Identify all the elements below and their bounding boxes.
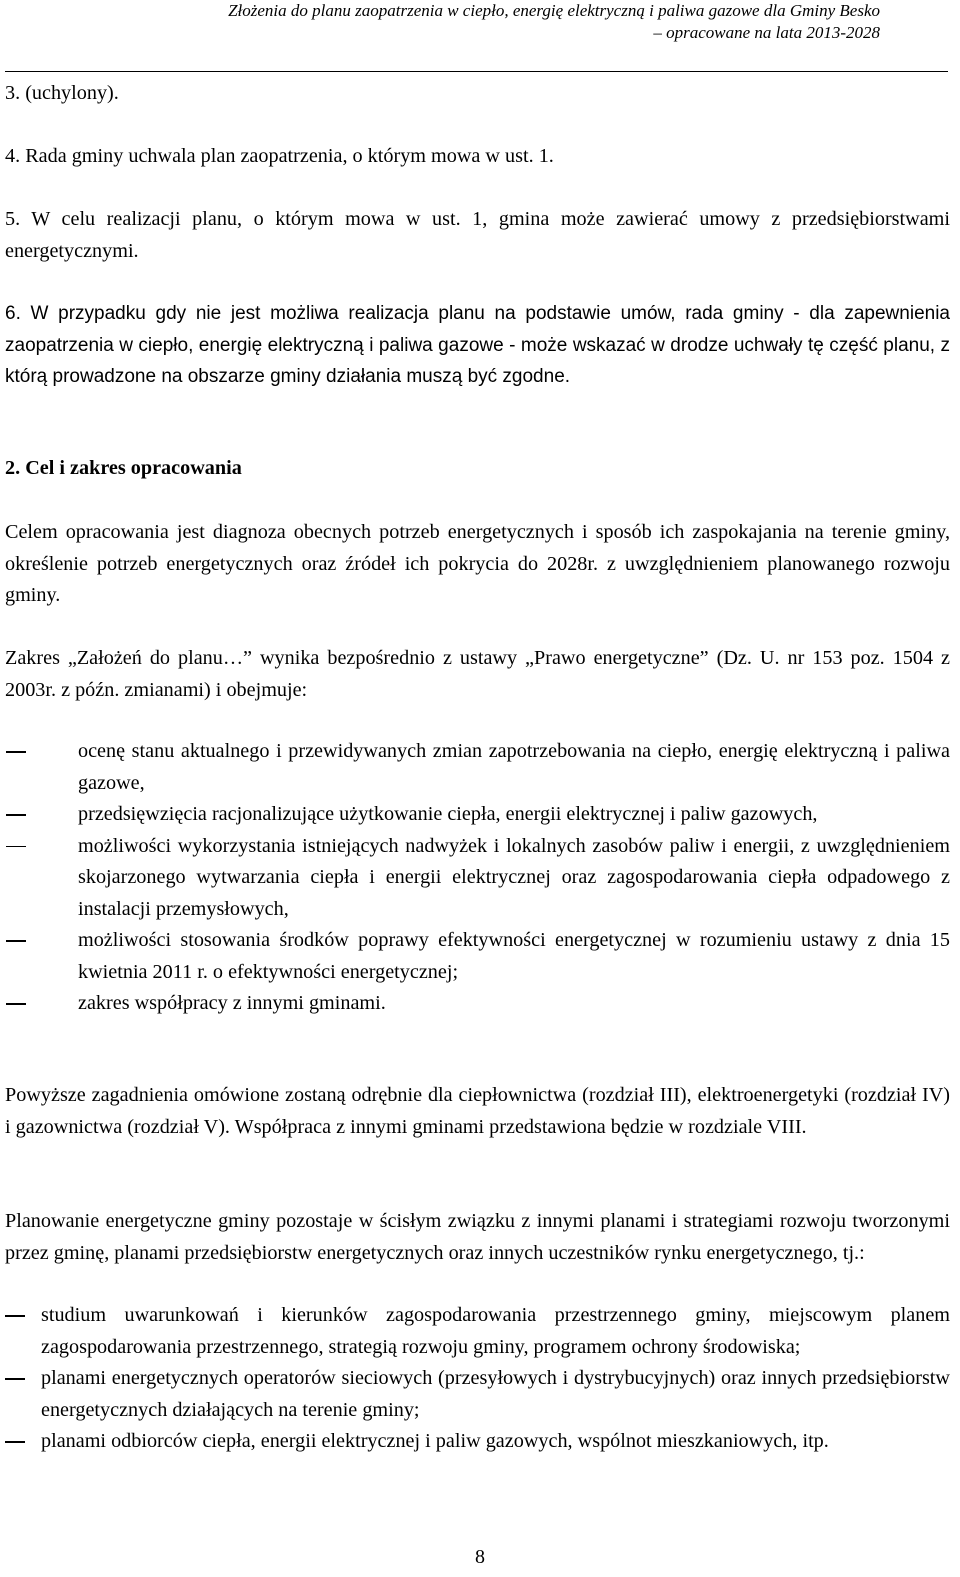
planning-intro: Planowanie energetyczne gminy pozostaje w ścisłym związku z innymi planami i strategiami rozwoju tworzonymi przez gminę, planami przedsiębiorstw energetycznych oraz innych uczestników rynku energetycznego, tj.: xyxy=(5,1210,950,1264)
dash-bullet xyxy=(6,846,26,848)
scope-intro: Zakres „Założeń do planu…” wynika bezpośrednio z ustawy „Prawo energetyczne” (Dz. U. nr 153 poz. 1504 z 2003r. z późn. zmianami) i obejmuje: xyxy=(5,647,950,701)
list-item: ocenę stanu aktualnego i przewidywanych zmian zapotrzebowania na ciepło, energię elektryczną i paliwa gazowe, xyxy=(78,736,950,799)
header-subtitle: – opracowane na lata 2013-2028 xyxy=(653,23,880,42)
dash-bullet xyxy=(5,1441,25,1443)
list-item: zakres współpracy z innymi gminami. xyxy=(78,988,950,1020)
list-item: możliwości stosowania środków poprawy efektywności energetycznej w rozumieniu ustawy z dnia 15 kwietnia 2011 r. o efektywności energetycznej; xyxy=(78,925,950,988)
page-number: 8 xyxy=(475,1546,485,1568)
list-item: możliwości wykorzystania istniejących nadwyżek i lokalnych zasobów paliw i energii, z uwzględnieniem skojarzonego wytwarzania ciepła i energii elektrycznej oraz zagospodarowania ciepła odpadowego z instalacji przemysłowych, xyxy=(78,831,950,926)
dash-bullet xyxy=(6,940,26,942)
list-item: planami energetycznych operatorów sieciowych (przesyłowych i dystrybucyjnych) oraz innych przedsiębiorstw energetycznych działających na terenie gminy; xyxy=(41,1363,950,1426)
dash-bullet xyxy=(5,1315,25,1317)
dash-bullet xyxy=(6,751,26,753)
item-6: 6. W przypadku gdy nie jest możliwa realizacja planu na podstawie umów, rada gminy - dla zapewnienia zaopatrzenia w ciepło, energię elektryczną i paliwa gazowe - może wskazać w drodze uchwały tę część planu, z którą prowadzone na obszarze gminy działania muszą być zgodne. xyxy=(5,303,950,387)
item-5: 5. W celu realizacji planu, o którym mowa w ust. 1, gmina może zawierać umowy z przedsiębiorstwami energetycznymi. xyxy=(5,208,950,262)
list-item: studium uwarunkowań i kierunków zagospodarowania przestrzennego gminy, miejscowym planem zagospodarowania przestrzennego, strategią rozwoju gminy, programem ochrony środowiska; xyxy=(41,1300,950,1363)
page-header xyxy=(0,0,960,44)
chapters-paragraph: Powyższe zagadnienia omówione zostaną odrębnie dla ciepłownictwa (rozdział III), elektroenergetyki (rozdział IV) i gazownictwa (rozdział V). Współpraca z innymi gminami przedstawiona będzie w rozdziale VIII. xyxy=(5,1084,950,1138)
planning-list xyxy=(41,1300,950,1458)
purpose-paragraph: Celem opracowania jest diagnoza obecnych potrzeb energetycznych i sposób ich zaspokajania na terenie gminy, określenie potrzeb energetycznych oraz źródeł ich pokrycia do 2028r. z uwzględnieniem planowanego rozwoju gminy. xyxy=(5,521,950,606)
list-item: planami odbiorców ciepła, energii elektrycznej i paliw gazowych, wspólnot mieszkaniowych, itp. xyxy=(41,1426,950,1458)
dash-bullet xyxy=(6,1003,26,1005)
item-4: 4. Rada gminy uchwala plan zaopatrzenia, o którym mowa w ust. 1. xyxy=(5,145,554,167)
item-3: 3. (uchylony). xyxy=(5,82,119,104)
list-item: przedsięwzięcia racjonalizujące użytkowanie ciepła, energii elektrycznej i paliw gazowych, xyxy=(78,799,950,831)
scope-list xyxy=(78,736,950,1020)
section-heading: 2. Cel i zakres opracowania xyxy=(5,457,242,479)
dash-bullet xyxy=(6,814,26,816)
dash-bullet xyxy=(5,1378,25,1380)
header-divider xyxy=(5,71,948,72)
header-title: Złożenia do planu zaopatrzenia w ciepło, energię elektryczną i paliwa gazowe dla Gminy Besko xyxy=(228,1,880,20)
